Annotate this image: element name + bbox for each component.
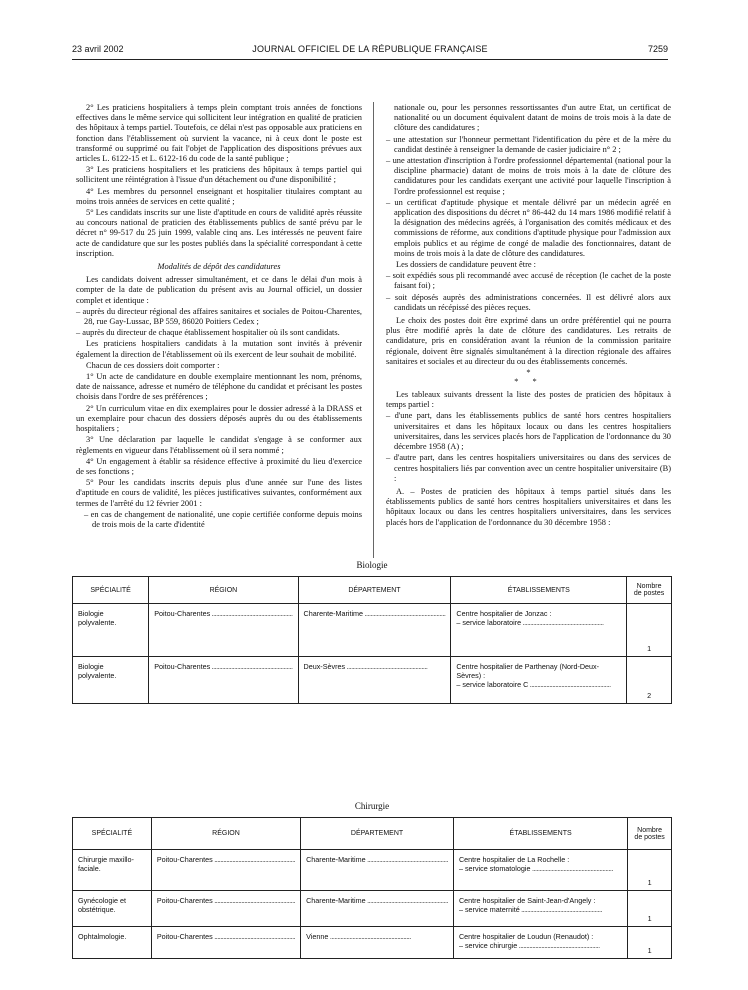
table-header-row bbox=[73, 577, 672, 604]
cell-nombre: 1 bbox=[627, 604, 672, 657]
cell-region bbox=[149, 604, 298, 657]
list-item: – d'autre part, dans les centres hospitaliers universitaires ou dans des services de centres hospitaliers liés par convention avec un centre hospitalier universitaire (B) : bbox=[386, 453, 671, 483]
list-item: – en cas de changement de nationalité, une copie certifiée conforme depuis moins de trois mois de la carte d'identité bbox=[84, 509, 362, 529]
list-item: – soit expédiés sous pli recommandé avec accusé de réception (le cachet de la poste faisant foi) ; bbox=[386, 271, 671, 291]
service-line bbox=[459, 905, 622, 914]
cell-region-text: Poitou-Charentes ..... bbox=[157, 855, 295, 864]
paragraph: 2° Les praticiens hospitaliers à temps plein comptant trois années de fonctions effectives dans le même service qui sollicitent leur intégration en qualité de praticien des hôpitaux à temps partiel. Toutefois, ce délai n'est pas opposable aux praticiens en fonction dans l'établissement où survient la vacance, ni à ceux dont le poste est transformé ou supprimé ou fait l'objet de l'application des dispositions prévues aux articles L. 6122-15 et L. 6122-16 du code de la santé publique ; bbox=[76, 103, 362, 164]
table-title-biologie: Biologie bbox=[356, 560, 388, 570]
table-header-row bbox=[73, 818, 672, 850]
cell-departement-text: Charente-Maritime ..... bbox=[306, 896, 448, 905]
cell-etablissement bbox=[451, 604, 627, 657]
cell-nombre: 1 bbox=[628, 927, 672, 959]
cell-specialite: Biologie polyvalente. bbox=[73, 657, 149, 704]
paragraph: 3° Les praticiens hospitaliers et les praticiens des hôpitaux à temps partiel qui sollicitent une réintégration à l'issue d'un détachement ou d'une disponibilité ; bbox=[76, 165, 362, 185]
cell-region-text: Poitou-Charentes ..... bbox=[157, 896, 295, 905]
paragraph: Les dossiers de candidature peuvent être : bbox=[396, 260, 536, 270]
column-divider bbox=[373, 102, 374, 558]
table-row bbox=[73, 850, 672, 891]
cell-region-text: Poitou-Charentes ..... bbox=[154, 609, 292, 618]
cell-departement-text: Charente-Maritime ..... bbox=[304, 609, 446, 618]
cell-etablissement bbox=[453, 891, 627, 927]
table-row bbox=[73, 927, 672, 959]
column-header: SPÉCIALITÉ bbox=[73, 577, 149, 604]
service-name: – service stomatologie ..... bbox=[459, 864, 613, 873]
paragraph: 3° Une déclaration par laquelle le candidat s'engage à se conformer aux règlements en vigueur dans l'établissement où il sera nommé ; bbox=[76, 435, 362, 455]
table-row bbox=[73, 604, 672, 657]
cell-region bbox=[151, 891, 300, 927]
cell-region bbox=[151, 927, 300, 959]
cell-specialite: Ophtalmologie. bbox=[73, 927, 152, 959]
cell-region-text: Poitou-Charentes ..... bbox=[154, 662, 292, 671]
service-name: – service laboratoire ..... bbox=[456, 618, 603, 627]
service-line bbox=[459, 864, 622, 873]
table-chirurgie bbox=[72, 817, 672, 959]
paragraph: 5° Les candidats inscrits sur une liste d'aptitude en cours de validité après réussite au concours national de praticien des établissements publics de santé prévu par le décret n° 99-517 du 25 juin 1999, valable cinq ans. Les intéressés ne peuvent faire acte de candidature que sur les postes publiés dans la spécialité correspondant à cette inscription. bbox=[76, 208, 362, 258]
cell-region bbox=[151, 850, 300, 891]
service-line bbox=[456, 680, 621, 689]
table-row bbox=[73, 657, 672, 704]
paragraph: Les tableaux suivants dressent la liste des postes de praticien des hôpitaux à temps partiel : bbox=[386, 390, 671, 410]
cell-departement bbox=[301, 850, 454, 891]
service-line bbox=[459, 941, 622, 950]
list-item: – un certificat d'aptitude physique et mentale délivré par un médecin agréé en application des dispositions du décret n° 86-442 du 14 mars 1986 modifié relatif à la désignation des médecins agréés, à l'organisation des comités médicaux et des commissions de réforme, aux conditions d'aptitude physique pour l'admission aux emplois publics et au régime de congé de maladie des fonctionnaires, datant de moins de trois mois à la date de clôture des candidatures. bbox=[386, 197, 671, 258]
etablissement-name: Centre hospitalier de Loudun (Renaudot) : bbox=[458, 932, 594, 941]
paragraph: Les candidats doivent adresser simultanément, et ce dans le délai d'un mois à compter de la date de publication du présent avis au Journal officiel, un dossier complet et identique : bbox=[76, 275, 362, 305]
column-header: SPÉCIALITÉ bbox=[73, 818, 152, 850]
list-item: – d'une part, dans les établissements publics de santé hors centres hospitaliers universitaires et dans les hôpitaux locaux ou dans les centres hospitaliers universitaires, dans les services placés hors de l'application de l'ordonnance du 30 décembre 1958 (A) ; bbox=[386, 411, 671, 452]
paragraph: Les praticiens hospitaliers candidats à la mutation sont invités à prévenir également la direction de l'établissement où ils exercent de leur souhait de mobilité. bbox=[76, 339, 362, 359]
list-item: – auprès du directeur de chaque établissement hospitalier où ils sont candidats. bbox=[76, 328, 340, 338]
etablissement-name: Centre hospitalier de Jonzac : bbox=[456, 609, 552, 618]
table-biologie bbox=[72, 576, 672, 704]
cell-departement-text: Vienne ..... bbox=[306, 932, 411, 941]
paragraph: 5° Pour les candidats inscrits depuis plus d'une année sur l'une des listes d'aptitude en cours de validité, les pièces justificatives suivantes, conformément aux termes de l'arrêté du 12 février 2001 : bbox=[76, 478, 362, 508]
right-column bbox=[386, 103, 671, 529]
service-name: – service laboratoire C ..... bbox=[456, 680, 610, 689]
cell-specialite: Biologie polyvalente. bbox=[73, 604, 149, 657]
paragraph: 2° Un curriculum vitae en dix exemplaires pour le dossier adressé à la DRASS et un exemplaire pour chacun des dossiers déposés auprès du ou des établissements hospitaliers ; bbox=[76, 403, 362, 434]
paragraph: Le choix des postes doit être exprimé dans un ordre préférentiel qui ne pourra plus être modifié après la date de clôture des candidatures. Les retraits de candidature, pris en considération avant la réunion de la commission paritaire régionale, doivent être signalés simultanément à la direction régionale des affaires sanitaires et sociales et au directeur du ou des établissements concernés. bbox=[386, 316, 671, 366]
paragraph: A. – Postes de praticien des hôpitaux à temps partiel situés dans les établissements publics de santé hors centres hospitaliers universitaires et dans les hôpitaux locaux ou dans les centres hospitaliers universitaires, dans les services placés hors de l'application de l'ordonnance du 30 décembre 1958 : bbox=[386, 486, 671, 527]
column-header: RÉGION bbox=[151, 818, 300, 850]
section-heading: Modalités de dépôt des candidatures bbox=[157, 262, 281, 272]
cell-region bbox=[149, 657, 298, 704]
paragraph: 4° Un engagement à établir sa résidence effective à proximité du lieu d'exercice de ses fonctions ; bbox=[76, 456, 362, 476]
list-item: – une attestation d'inscription à l'ordre professionnel départemental (national pour la discipline pharmacie) datant de moins de trois mois à la date de clôture des candidatures pour les candidats exerçant une activité pour laquelle l'inscription à l'ordre professionnel est requise ; bbox=[386, 156, 671, 196]
cell-departement bbox=[301, 891, 454, 927]
paragraph: 4° Les membres du personnel enseignant et hospitalier titulaires comptant au moins trois années de services en cette qualité ; bbox=[76, 186, 362, 206]
header-date: 23 avril 2002 bbox=[72, 44, 124, 54]
column-header: DÉPARTEMENT bbox=[298, 577, 451, 604]
list-item: – soit déposés auprès des administrations concernées. Il est délivré alors aux candidats un récépissé des pièces reçues. bbox=[386, 292, 671, 312]
cell-departement-text: Charente-Maritime ..... bbox=[306, 855, 448, 864]
separator-stars: * * bbox=[514, 377, 543, 387]
etablissement-name: Centre hospitalier de Parthenay (Nord-Deux-Sèvres) : bbox=[456, 662, 600, 680]
column-header: Nombre de postes bbox=[627, 577, 672, 604]
cell-etablissement bbox=[451, 657, 627, 704]
page-header bbox=[72, 44, 668, 58]
cell-nombre: 2 bbox=[627, 657, 672, 704]
cell-specialite: Chirurgie maxillo-faciale. bbox=[73, 850, 152, 891]
page-number: 7259 bbox=[647, 44, 668, 54]
table-title-chirurgie: Chirurgie bbox=[354, 801, 390, 811]
column-header: RÉGION bbox=[149, 577, 298, 604]
column-header: ÉTABLISSEMENTS bbox=[453, 818, 627, 850]
cell-nombre: 1 bbox=[628, 891, 672, 927]
column-header: DÉPARTEMENT bbox=[301, 818, 454, 850]
paragraph: 1° Un acte de candidature en double exemplaire mentionnant les nom, prénoms, date de naissance, adresse et numéro de téléphone du candidat et précisant les postes choisis dans l'ordre de ses préférences ; bbox=[76, 372, 362, 402]
cell-departement bbox=[298, 604, 451, 657]
cell-departement bbox=[298, 657, 451, 704]
cell-specialite: Gynécologie et obstétrique. bbox=[73, 891, 152, 927]
service-line bbox=[456, 618, 621, 627]
service-name: – service maternité ..... bbox=[459, 905, 602, 914]
cell-departement-text: Deux-Sèvres ..... bbox=[304, 662, 428, 671]
left-column bbox=[76, 103, 362, 531]
separator-star: * bbox=[526, 368, 531, 378]
list-item: – auprès du directeur régional des affaires sanitaires et sociales de Poitou-Charentes, 28, rue Gay-Lussac, BP 559, 86020 Poitiers Cedex ; bbox=[76, 306, 362, 327]
etablissement-name: Centre hospitalier de La Rochelle : bbox=[458, 855, 570, 864]
paragraph: nationale ou, pour les personnes ressortissantes d'un autre Etat, un certificat de nationalité ou un document équivalent datant de moins de trois mois à la date de clôture des candidatures ; bbox=[394, 103, 671, 133]
paragraph: Chacun de ces dossiers doit comporter : bbox=[86, 360, 220, 370]
etablissement-name: Centre hospitalier de Saint-Jean-d'Angely : bbox=[458, 896, 596, 905]
journal-title: JOURNAL OFFICIEL DE LA RÉPUBLIQUE FRANÇAISE bbox=[252, 44, 488, 54]
cell-etablissement bbox=[453, 850, 627, 891]
table-row bbox=[73, 891, 672, 927]
cell-nombre: 1 bbox=[628, 850, 672, 891]
header-rule bbox=[72, 59, 668, 60]
cell-departement bbox=[301, 927, 454, 959]
column-header: Nombre de postes bbox=[628, 818, 672, 850]
service-name: – service chirurgie ..... bbox=[459, 941, 600, 950]
column-header: ÉTABLISSEMENTS bbox=[451, 577, 627, 604]
list-item: – une attestation sur l'honneur permettant l'identification du père et de la mère du candidat destinée à renseigner la demande de casier judiciaire n° 2 ; bbox=[386, 134, 671, 154]
cell-region-text: Poitou-Charentes ..... bbox=[157, 932, 295, 941]
cell-etablissement bbox=[453, 927, 627, 959]
